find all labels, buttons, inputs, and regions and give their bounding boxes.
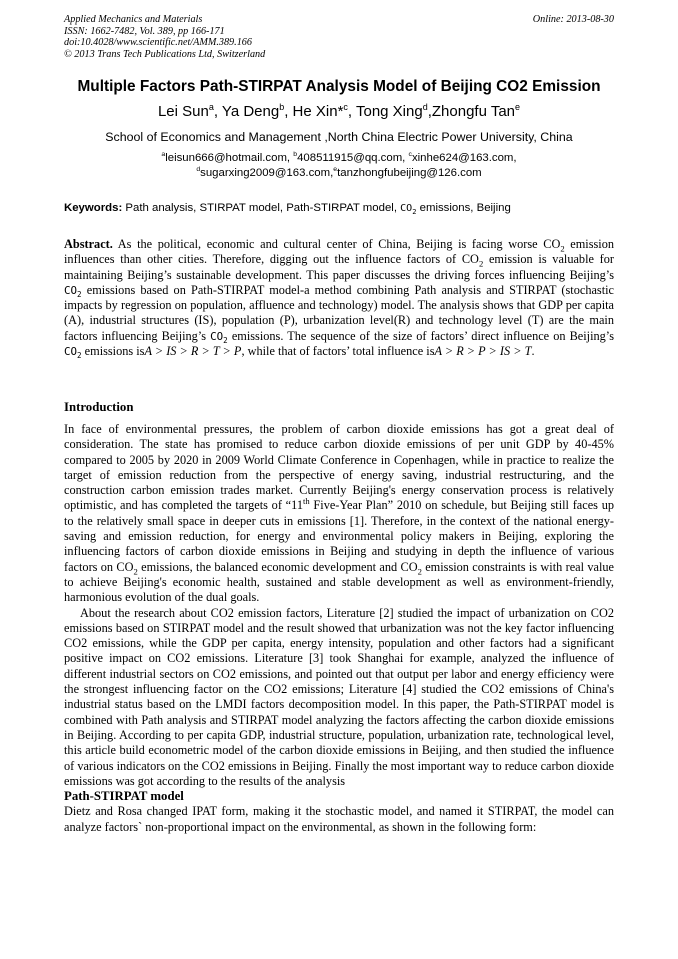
intro-paragraph-2: About the research about CO2 emission factors, Literature [2] studied the impact of urbanization on CO2 emissions based on STIRPAT model and the result showed that urbanization was not the key factor influencing CO2 emissions, while the GDP per capita, energy intensity, population and other factors had a significant positive impact on CO2 emissions. Literature [3] took Shanghai for example, analyzed the influence of different industrial sectors on CO2 emissions, and pointed out that output per labor and energy efficiency were the strongest influencing factor on the CO2 emissions; Literature [4] studied the CO2 emissions of China's industrial status based on the LMDI factors decomposition model. In this paper, the Path-STIRPAT model is combined with Path analysis and STIRPAT model analyzing the factors affecting the carbon dioxide emissions in Beijing. According to per capita GDP, industrial structure, population, urbanization rate, technological level, this article build econometric model of the carbon dioxide emissions in Beijing, and then studied the influence of various indicators on the CO2 emissions in Beijing. Finally the most important way to reduce carbon dioxide emissions was got according to the results of the analysis bbox=[64, 605, 614, 788]
online-date: Online: 2013-08-30 bbox=[532, 14, 614, 25]
journal-header bbox=[64, 14, 614, 60]
email-link[interactable]: tanzhongfubeijing@126.com bbox=[337, 167, 482, 179]
author-marker: e bbox=[515, 102, 521, 112]
co2-subscript: 2 bbox=[77, 351, 82, 361]
email-link[interactable]: 408511915@qq.com, bbox=[297, 152, 406, 164]
paragraph-text: emission constraints is with real value to achieve Beijing's economic health, sustained and stable development as well as environment-friendly, harmonious evolution of the dual goals. bbox=[64, 559, 614, 605]
keywords-line bbox=[64, 202, 624, 214]
path-stirpat-heading: Path-STIRPAT model bbox=[64, 789, 184, 804]
subscript: 2 bbox=[133, 566, 138, 577]
introduction-heading: Introduction bbox=[64, 400, 134, 414]
author-name: Lei Sun bbox=[157, 103, 209, 120]
co2-base: CO bbox=[210, 329, 224, 343]
copyright-line: © 2013 Trans Tech Publications Ltd, Switzerland bbox=[64, 48, 266, 60]
author-marker: d bbox=[422, 102, 428, 112]
introduction-body bbox=[64, 422, 614, 835]
email-link[interactable]: leisun666@hotmail.com, bbox=[165, 152, 291, 164]
abstract-text: . bbox=[531, 344, 535, 359]
paragraph-text: emissions, the balanced economic development and CO bbox=[137, 559, 418, 574]
abstract-text: As the political, economic and cultural center of China, Beijing is facing worse CO bbox=[117, 237, 561, 251]
intro-paragraph-1 bbox=[64, 422, 614, 606]
abstract-text: emissions. The sequence of the size of factors’ direct influence on Beijing’s bbox=[231, 328, 615, 343]
co2-symbol bbox=[210, 330, 228, 343]
abstract-paragraph bbox=[64, 237, 614, 359]
paragraph-text: In face of environmental pressures, the problem of carbon dioxide emissions has got a great deal of consideration. The state has promised to reduce carbon dioxide emissions of per unit GDP by 40-45% compared to 2005 by 2020 in 2009 World Climate Conference in Copenhagen, while in practice to realize the target of emission reduction from the perspective of energy saving, industrial restructuring, and the construction carbon emission trades market. Currently Beijing's energy conservation process is relatively optimistic, and has completed the targets of “11 bbox=[64, 422, 614, 513]
email-line-1 bbox=[0, 151, 678, 166]
author-marker: c bbox=[343, 102, 348, 112]
journal-name: Applied Mechanics and Materials bbox=[64, 14, 203, 25]
author-name: Ya Deng bbox=[221, 103, 280, 120]
direct-influence-order: A > IS > R > T > P bbox=[144, 344, 242, 359]
doi-line[interactable]: doi:10.4028/www.scientific.net/AMM.389.166 bbox=[64, 37, 252, 49]
abstract-text: emission influences than other cities. Therefore, digging out the influence factors of CO bbox=[64, 237, 614, 267]
issn-line: ISSN: 1662-7482, Vol. 389, pp 166-171 bbox=[64, 25, 225, 37]
abstract-text: , while that of factors’ total influence is bbox=[241, 344, 435, 359]
abstract-text: emission is valuable for maintaining Beijing’s sustainable development. This paper discusses the driving forces influencing Beijing’s bbox=[64, 252, 615, 282]
email-line-2 bbox=[0, 166, 678, 181]
author-list: Lei Sun$^a$, Ya Deng$^b$, He Xin*$^c$, Tong Xing$^d$,Zhongfu Tan$^e$ bbox=[157, 102, 521, 120]
keywords-text-end: emissions, Beijing bbox=[419, 202, 511, 214]
subscript: 2 bbox=[417, 566, 422, 577]
author-name: Tong Xing bbox=[355, 103, 423, 120]
email-list bbox=[0, 151, 678, 181]
abstract-label: Abstract. bbox=[64, 237, 113, 251]
co2-subscript: 2 bbox=[77, 290, 82, 300]
co2-symbol bbox=[400, 203, 416, 214]
co2-symbol bbox=[64, 345, 82, 361]
author-marker: a bbox=[208, 102, 214, 112]
author-marker: b bbox=[279, 102, 285, 112]
keywords-text: Path analysis, STIRPAT model, Path-STIRPAT model, bbox=[125, 202, 397, 214]
email-marker: d bbox=[196, 166, 201, 174]
abstract-text: emissions based on Path-STIRPAT model-a method combining Path analysis and STIRPAT (stochastic impacts by regression on population, affluence and technology) model. The analysis shows that GDP per capita (A), industrial structures (IS), population (P), urbanization level(R) and technology level (T) are the main factors influencing Beijing’s bbox=[64, 282, 615, 343]
co2-base: CO bbox=[64, 283, 78, 297]
paper-title: Multiple Factors Path-STIRPAT Analysis Model of Beijing CO2 Emission bbox=[77, 78, 601, 95]
email-marker: b bbox=[293, 151, 298, 159]
subscript: 2 bbox=[560, 243, 565, 254]
abstract bbox=[64, 237, 614, 359]
co2-base: CO bbox=[400, 203, 413, 214]
abstract-text: emissions is bbox=[84, 344, 145, 359]
paragraph-text: Five-Year Plan” 2010 on schedule, but Beijing still faces up to the relatively small space in deeper cuts in emissions [1]. Therefore, in the context of the national energy-saving and emission reduction, for energy and environmental policy makers in Beijing, exploring the influencing factors of carbon dioxide emissions in Beijing and studying in depth the influence of various factors on CO bbox=[64, 498, 615, 574]
co2-subscript: 2 bbox=[223, 335, 228, 345]
email-link[interactable]: sugarxing2009@163.com, bbox=[200, 167, 334, 179]
subscript: 2 bbox=[478, 258, 484, 269]
author-name: Zhongfu Tan bbox=[431, 103, 516, 120]
path-stirpat-paragraph: Dietz and Rosa changed IPAT form, making it the stochastic model, and named it STIRPAT, the model can analyze factors` non-proportional impact on the environmental, as shown in the following form: bbox=[64, 804, 614, 834]
email-link[interactable]: xinhe624@163.com, bbox=[411, 152, 517, 164]
co2-symbol bbox=[64, 283, 82, 300]
keywords-label: Keywords: bbox=[64, 202, 123, 214]
co2-base: CO bbox=[64, 345, 78, 359]
email-marker: a bbox=[161, 151, 166, 159]
co2-subscript: 2 bbox=[412, 207, 417, 216]
affiliation: School of Economics and Management ,North China Electric Power University, China bbox=[105, 130, 573, 144]
author-name: He Xin* bbox=[292, 103, 344, 120]
superscript: th bbox=[302, 496, 310, 507]
total-influence-order: A > R > P > IS > T bbox=[434, 344, 532, 359]
email-marker: c bbox=[408, 151, 412, 159]
email-marker: e bbox=[333, 166, 338, 174]
